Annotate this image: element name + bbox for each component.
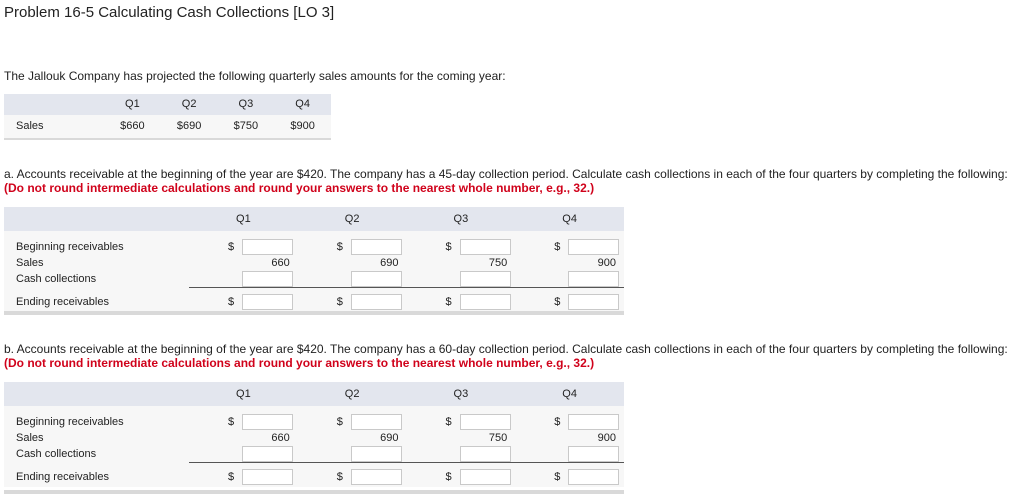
part-a-ending-q3-input[interactable] [460,294,511,310]
sales-table-header-q1: Q1 [104,94,161,115]
part-b-header-q1: Q1 [189,382,298,406]
dollar-sign: $ [554,416,561,428]
part-a-question-text: a. Accounts receivable at the beginning of the year are $420. The company has a 45-day collection period. Calculate cash collections in each of the four quarters by completing the following: [4,167,1008,181]
sales-table [4,94,331,140]
part-b-ending-q1-input[interactable] [242,469,293,485]
part-b-beginning-q1-input[interactable] [242,414,293,430]
part-b-beginning-q4-input[interactable] [568,414,619,430]
dollar-sign: $ [445,296,452,308]
sales-table-value-q2: $690 [161,115,218,139]
part-a-sales-q2: 690 [380,257,399,269]
part-a-row-label-ending: Ending receivables [4,288,189,313]
part-b-row-label-collections: Cash collections [4,446,189,463]
sales-table-row-label: Sales [4,115,104,139]
part-b-header-q3: Q3 [407,382,516,406]
part-a-beginning-q4-input[interactable] [568,239,619,255]
sales-table-value-q4: $900 [274,115,331,139]
sales-table-value-q3: $750 [218,115,275,139]
dollar-sign: $ [228,296,235,308]
part-a-sales-q4: 900 [597,257,616,269]
part-b-row-label-ending: Ending receivables [4,463,189,488]
part-b-ending-q3-input[interactable] [460,469,511,485]
part-a-header-q2: Q2 [298,207,407,231]
part-a-beginning-q3-input[interactable] [460,239,511,255]
part-b-beginning-q2-input[interactable] [351,414,402,430]
part-a-header-q1: Q1 [189,207,298,231]
part-b-row-label-beginning: Beginning receivables [4,406,189,430]
part-a-sales-q3: 750 [488,257,508,269]
sales-table-header-q3: Q3 [218,94,275,115]
part-a-table-bottom-bar [4,311,624,315]
dollar-sign: $ [554,296,561,308]
part-a-ending-q4-input[interactable] [568,294,619,310]
part-a-beginning-q1-input[interactable] [242,239,293,255]
dollar-sign: $ [228,471,235,483]
sales-table-value-q1: $660 [104,115,161,139]
dollar-sign: $ [336,471,343,483]
dollar-sign: $ [228,416,235,428]
part-b-sales-q2: 690 [380,432,399,444]
part-a-rounding-note: (Do not round intermediate calculations and round your answers to the nearest whole number, e.g., 32.) [4,181,595,195]
intro-text: The Jallouk Company has projected the following quarterly sales amounts for the coming year: [4,69,506,83]
dollar-sign: $ [228,241,235,253]
part-b-header-q2: Q2 [298,382,407,406]
part-a-collections-q3-input[interactable] [460,271,511,287]
part-b-question [4,342,1020,370]
dollar-sign: $ [445,416,452,428]
sales-table-header-q2: Q2 [161,94,218,115]
sales-table-header-q4: Q4 [274,94,331,115]
part-a-header-corner [4,207,189,231]
dollar-sign: $ [336,416,343,428]
sales-table-corner [4,94,104,115]
dollar-sign: $ [336,241,343,253]
part-b-table-bottom-bar [4,490,624,494]
dollar-sign: $ [336,296,343,308]
part-b-ending-q4-input[interactable] [568,469,619,485]
part-b-beginning-q3-input[interactable] [460,414,511,430]
part-a-row-label-collections: Cash collections [4,271,189,288]
part-a-ending-q2-input[interactable] [351,294,402,310]
part-a-collections-q1-input[interactable] [242,271,293,287]
part-a-row-label-beginning: Beginning receivables [4,231,189,255]
part-b-collections-q3-input[interactable] [460,446,511,462]
part-b-header-corner [4,382,189,406]
part-a-collections-q2-input[interactable] [351,271,402,287]
part-a-ending-q1-input[interactable] [242,294,293,310]
part-b-table [4,382,624,487]
part-a-table [4,207,624,312]
part-b-ending-q2-input[interactable] [351,469,402,485]
part-b-question-text: b. Accounts receivable at the beginning of the year are $420. The company has a 60-day collection period. Calculate cash collections in each of the four quarters by completing the following: [4,342,1008,356]
part-a-row-label-sales: Sales [4,255,189,271]
part-b-rounding-note: (Do not round intermediate calculations and round your answers to the nearest whole number, e.g., 32.) [4,356,595,370]
part-a-beginning-q2-input[interactable] [351,239,402,255]
problem-title: Problem 16-5 Calculating Cash Collections [LO 3] [4,4,335,21]
dollar-sign: $ [554,471,561,483]
part-a-sales-q1: 660 [271,257,290,269]
part-a-header-q4: Q4 [515,207,624,231]
part-b-row-label-sales: Sales [4,430,189,446]
part-b-collections-q1-input[interactable] [242,446,293,462]
part-a-question [4,167,1020,195]
part-b-sales-q4: 900 [597,432,616,444]
part-a-collections-q4-input[interactable] [568,271,619,287]
dollar-sign: $ [445,471,452,483]
dollar-sign: $ [445,241,452,253]
part-b-collections-q2-input[interactable] [351,446,402,462]
part-b-sales-q1: 660 [271,432,290,444]
part-b-sales-q3: 750 [488,432,508,444]
part-b-header-q4: Q4 [515,382,624,406]
dollar-sign: $ [554,241,561,253]
part-a-header-q3: Q3 [407,207,516,231]
part-b-collections-q4-input[interactable] [568,446,619,462]
